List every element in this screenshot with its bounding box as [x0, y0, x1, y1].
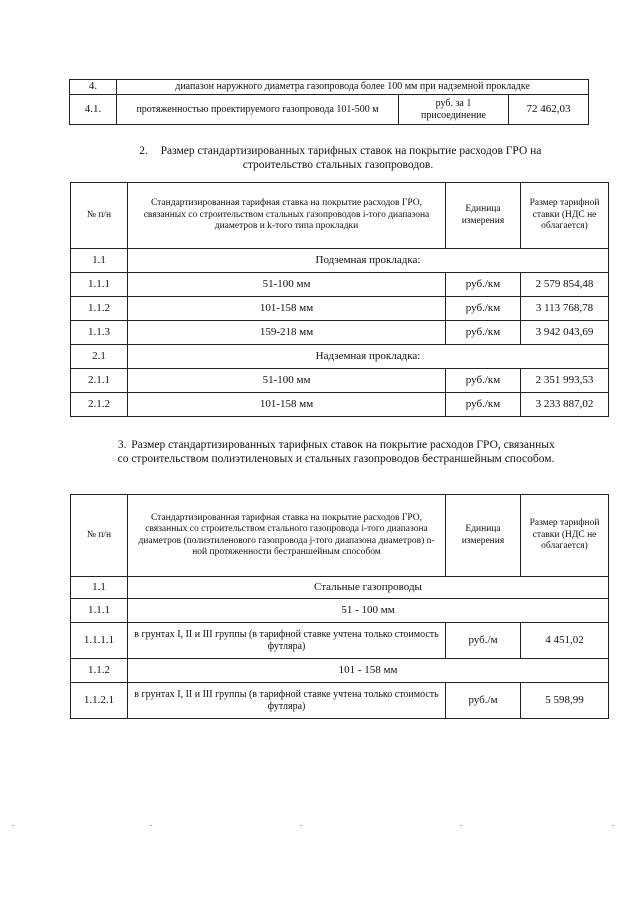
row-description: диапазон наружного диаметра газопровода более 100 мм при надземной прокладке: [117, 80, 589, 95]
row-unit: руб./км: [446, 393, 521, 417]
row-number: 4.1.: [70, 95, 117, 125]
trenchless-pipeline-rates-table: [70, 494, 609, 719]
top-table: [69, 79, 589, 125]
scan-speck: .: [460, 818, 463, 828]
header-unit: Единица измерения: [446, 183, 521, 249]
section-title: Размер стандартизированных тарифных ставок на покрытие расходов ГРО, связанных со строительством полиэтиленовых и стальных газопроводов бестраншейным способом.: [117, 439, 555, 465]
row-number: 1.1.2.1: [71, 683, 128, 719]
table-row: [71, 297, 609, 321]
row-number: 1.1: [71, 249, 128, 273]
table-row: [70, 95, 589, 125]
row-description: 101-158 мм: [128, 393, 446, 417]
header-desc: Стандартизированная тарифная ставка на покрытие расходов ГРО, связанных со строительством стальных газопроводов i-того диапазона диаметров и k-того типа прокладки: [128, 183, 446, 249]
table-row: [71, 659, 609, 683]
row-number: 1.1.1: [71, 599, 128, 623]
section-3-heading: [116, 438, 556, 466]
row-number: 1.1: [71, 577, 128, 599]
section-title: Размер стандартизированных тарифных ставок на покрытие расходов ГРО на строительство стальных газопроводов.: [160, 145, 542, 171]
header-num: № п/н: [71, 183, 128, 249]
row-number: 2.1.2: [71, 393, 128, 417]
table-row: [71, 577, 609, 599]
row-description: в грунтах I, II и III группы (в тарифной ставке учтена только стоимость футляра): [128, 683, 446, 719]
table-header-row: [71, 183, 609, 249]
steel-pipeline-rates-table: [70, 182, 609, 417]
table-row: [71, 683, 609, 719]
row-value: 2 351 993,53: [521, 369, 609, 393]
row-value: 3 113 768,78: [521, 297, 609, 321]
header-unit: Единица измерения: [446, 495, 521, 577]
row-number: 1.1.2: [71, 297, 128, 321]
row-unit: руб./м: [446, 623, 521, 659]
section-2-heading: [118, 144, 558, 172]
row-number: 1.1.3: [71, 321, 128, 345]
group-label: Подземная прокладка:: [128, 249, 609, 273]
row-number: 2.1.1: [71, 369, 128, 393]
table-row: [71, 623, 609, 659]
scan-speck: .: [300, 818, 303, 828]
table-row: [71, 345, 609, 369]
row-number: 2.1: [71, 345, 128, 369]
row-description: протяженностью проектируемого газопровода 101-500 м: [117, 95, 399, 125]
row-value: 3 233 887,02: [521, 393, 609, 417]
row-description: в грунтах I, II и III группы (в тарифной ставке учтена только стоимость футляра): [128, 623, 446, 659]
row-description: 101-158 мм: [128, 297, 446, 321]
row-unit: руб./км: [446, 273, 521, 297]
row-unit: руб. за 1 присоединение: [399, 95, 509, 125]
header-num: № п/н: [71, 495, 128, 577]
table-row: [71, 273, 609, 297]
row-number: 1.1.2: [71, 659, 128, 683]
row-unit: руб./км: [446, 297, 521, 321]
row-value: 2 579 854,48: [521, 273, 609, 297]
table-row: [71, 369, 609, 393]
row-unit: руб./км: [446, 369, 521, 393]
table-row: [71, 321, 609, 345]
header-desc: Стандартизированная тарифная ставка на покрытие расходов ГРО, связанных со строительством стального газопровода i-того диапазона диаметров (полиэтиленового газопровода j-того диапазона диаметров) n-ной протяженности бестраншейным способом: [128, 495, 446, 577]
row-unit: руб./км: [446, 321, 521, 345]
row-number: 1.1.1: [71, 273, 128, 297]
group-label: 51 - 100 мм: [128, 599, 609, 623]
row-unit: руб./м: [446, 683, 521, 719]
table-row: [70, 80, 589, 95]
table-header-row: [71, 495, 609, 577]
row-number: 1.1.1.1: [71, 623, 128, 659]
table-row: [71, 393, 609, 417]
scan-speck: .: [150, 818, 153, 828]
table-row: [71, 599, 609, 623]
section-number: 3.: [117, 439, 127, 451]
group-label: Надземная прокладка:: [128, 345, 609, 369]
row-description: 51-100 мм: [128, 369, 446, 393]
scan-speck: .: [12, 818, 15, 828]
row-number: 4.: [70, 80, 117, 95]
row-description: 51-100 мм: [128, 273, 446, 297]
section-number: 2.: [139, 145, 148, 157]
table-row: [71, 249, 609, 273]
row-value: 4 451,02: [521, 623, 609, 659]
row-description: 159-218 мм: [128, 321, 446, 345]
scan-speck: .: [612, 818, 615, 828]
header-value: Размер тарифной ставки (НДС не облагается): [521, 183, 609, 249]
group-label: 101 - 158 мм: [128, 659, 609, 683]
group-label: Стальные газопроводы: [128, 577, 609, 599]
row-value: 5 598,99: [521, 683, 609, 719]
row-value: 3 942 043,69: [521, 321, 609, 345]
header-value: Размер тарифной ставки (НДС не облагается): [521, 495, 609, 577]
row-value: 72 462,03: [509, 95, 589, 125]
